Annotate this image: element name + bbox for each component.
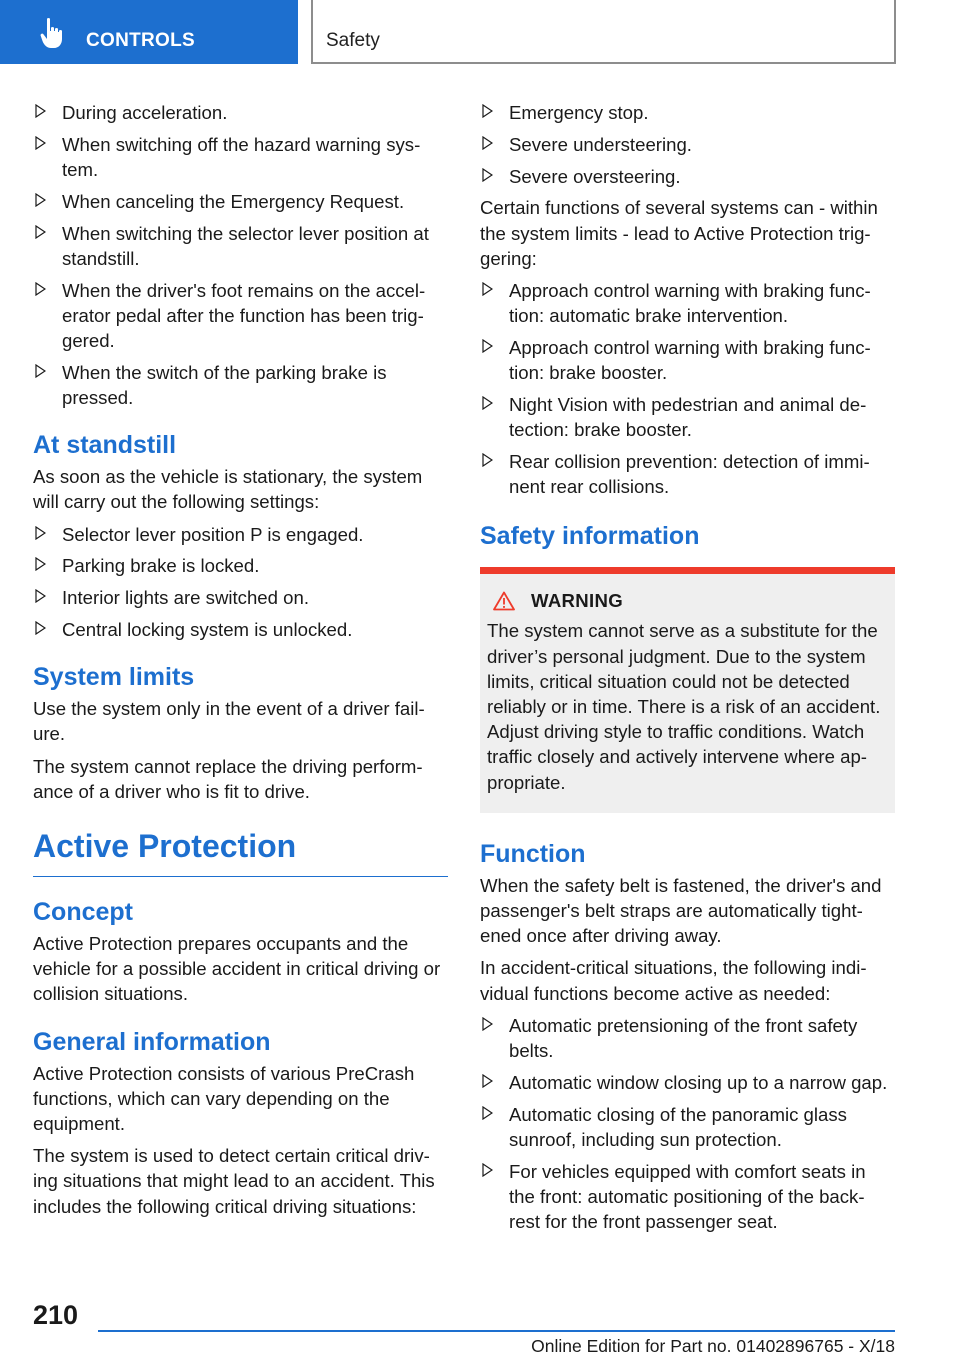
warning-triangle-icon — [493, 591, 515, 611]
standstill-intro: As soon as the vehicle is stationary, the system will carry out the following settings: — [33, 466, 423, 513]
section-tab — [0, 0, 298, 64]
triangle-bullet-icon — [35, 193, 46, 207]
triangle-bullet-icon — [482, 453, 493, 467]
bullet-list-function — [480, 1013, 895, 1234]
triangle-bullet-icon — [35, 621, 46, 635]
triangle-bullet-icon — [35, 557, 46, 571]
list-item: Parking brake is locked. — [33, 553, 448, 578]
function-p2: In accident-critical situations, the following indi-vidual functions become active as needed: — [480, 957, 867, 1004]
list-item: Approach control warning with braking func-tion: automatic brake intervention. — [480, 278, 895, 328]
list-item: Automatic closing of the panoramic glass sunroof, including sun protection. — [480, 1102, 895, 1152]
page-header — [311, 0, 896, 64]
list-item: Emergency stop. — [480, 100, 895, 125]
heading-concept: Concept — [33, 898, 133, 927]
general-info-p1: Active Protection consists of various PreCrash functions, which can vary depending on the equipment. — [33, 1062, 415, 1135]
triangle-bullet-icon — [35, 136, 46, 150]
triangle-bullet-icon — [482, 1163, 493, 1177]
heading-at-standstill: At standstill — [33, 431, 177, 460]
list-item: When switching the selector lever position at standstill. — [33, 221, 448, 271]
triangle-bullet-icon — [482, 1074, 493, 1088]
list-item: Rear collision prevention: detection of immi-nent rear collisions. — [480, 449, 895, 499]
footer-divider — [98, 1330, 895, 1332]
list-item: Automatic pretensioning of the front safety belts. — [480, 1013, 895, 1063]
heading-function: Function — [480, 839, 586, 868]
list-item: Central locking system is unlocked. — [33, 617, 448, 642]
section-title: Safety — [326, 30, 380, 51]
list-item: Night Vision with pedestrian and animal de-tection: brake booster. — [480, 392, 895, 442]
triangle-bullet-icon — [482, 282, 493, 296]
warning-box — [480, 567, 895, 812]
warning-label: WARNING — [531, 590, 623, 612]
triangle-bullet-icon — [482, 396, 493, 410]
right-column — [480, 100, 895, 1241]
list-item: During acceleration. — [33, 100, 448, 125]
left-column — [33, 100, 448, 1226]
bullet-list-top-right — [480, 100, 895, 189]
heading-active-protection: Active Protection — [33, 826, 448, 877]
list-item: Approach control warning with braking func-tion: brake booster. — [480, 335, 895, 385]
list-item: Automatic window closing up to a narrow gap. — [480, 1070, 895, 1095]
bullet-list-top-left — [33, 100, 448, 410]
system-limits-p1: Use the system only in the event of a driver fail-ure. — [33, 698, 425, 745]
general-info-p2: The system is used to detect certain critical driv-ing situations that might lead to an accident. This includes the following critical driving situations: — [33, 1145, 435, 1217]
triangle-bullet-icon — [35, 589, 46, 603]
triangle-bullet-icon — [482, 1106, 493, 1120]
bullet-list-mid-right — [480, 278, 895, 499]
list-item: Interior lights are switched on. — [33, 585, 448, 610]
list-item: For vehicles equipped with comfort seats in the front: automatic positioning of the back-rest for the front passenger seat. — [480, 1159, 895, 1235]
triangle-bullet-icon — [482, 1017, 493, 1031]
list-item: Severe oversteering. — [480, 164, 895, 189]
triangle-bullet-icon — [482, 168, 493, 182]
triangle-bullet-icon — [482, 339, 493, 353]
triangle-bullet-icon — [35, 364, 46, 378]
triangle-bullet-icon — [482, 136, 493, 150]
list-item: Severe understeering. — [480, 132, 895, 157]
triangle-bullet-icon — [35, 282, 46, 296]
list-item: When canceling the Emergency Request. — [33, 189, 448, 214]
list-item: Selector lever position P is engaged. — [33, 522, 448, 547]
bullet-list-standstill — [33, 522, 448, 643]
certain-functions-text: Certain functions of several systems can - within the system limits - lead to Active Protection trig-gering: — [480, 197, 878, 269]
system-limits-p2: The system cannot replace the driving perform-ance of a driver who is fit to drive. — [33, 755, 423, 802]
concept-p1: Active Protection prepares occupants and the vehicle for a possible accident in critical driving or collision situations. — [33, 933, 441, 1005]
function-p1: When the safety belt is fastened, the driver's and passenger's belt straps are automatically tight-ened once after driving away. — [480, 874, 882, 947]
warning-text: The system cannot serve as a substitute for the driver’s personal judgment. Due to the system limits, critical situation could not be detected reliably or in time. There is a risk of an accident. Adjust driving style to traffic conditions. Watch traffic closely and actively intervene where ap-propriate. — [487, 620, 881, 793]
triangle-bullet-icon — [35, 104, 46, 118]
triangle-bullet-icon — [35, 225, 46, 239]
triangle-bullet-icon — [35, 526, 46, 540]
list-item: When switching off the hazard warning sys-tem. — [33, 132, 448, 182]
section-tab-label: CONTROLS — [86, 30, 196, 51]
list-item: When the driver's foot remains on the accel-erator pedal after the function has been trig-gered. — [33, 278, 448, 354]
footer-edition-text: Online Edition for Part no. 01402896765 - X/18 — [531, 1336, 895, 1356]
warning-header — [493, 590, 888, 612]
heading-safety-information: Safety information — [480, 522, 700, 551]
list-item: When the switch of the parking brake is pressed. — [33, 360, 448, 410]
page-number: 210 — [33, 1300, 79, 1330]
heading-system-limits: System limits — [33, 663, 195, 692]
heading-general-information: General information — [33, 1027, 271, 1056]
triangle-bullet-icon — [482, 104, 493, 118]
pointing-hand-icon — [40, 17, 66, 49]
